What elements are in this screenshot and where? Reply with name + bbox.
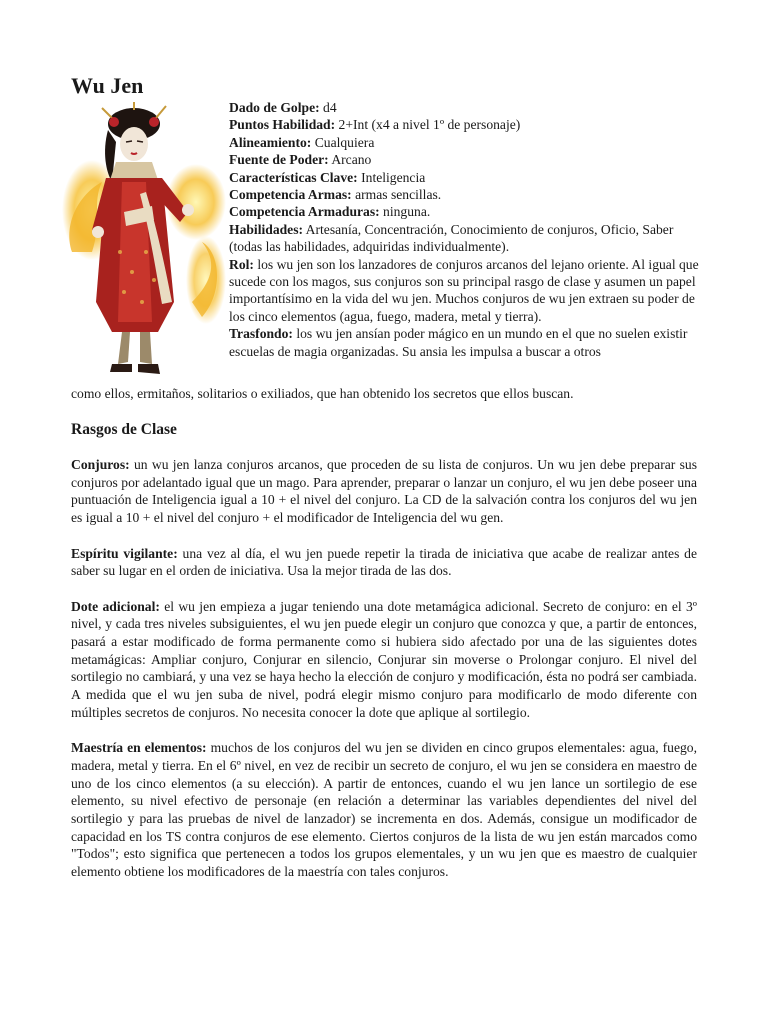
stat-power-source: Fuente de Poder: Arcano — [229, 152, 372, 168]
feature-bonus-feat: Dote adicional: el wu jen empieza a jugar teniendo una dote metamágica adicional. Secreto de conjuro: en el 3º nivel, y cada tres niveles subsiguientes, el wu jen puede elegir un conjuro que conozca y que, a partir de entonces, pasará a estar modificado de forma permanente como si hubiera sido afectado por una de las siguientes dotes metamágicas: Ampliar conjuro, Conjurar en silencio, Conjurar sin moverse o Prolongar conjuro. El nivel del sortilegio no cambiará, y una vez se haya hecho la elección de conjuro y modificación, ésta no podrá ser cambiada. A medida que el wu jen suba de nivel, podrá elegir mismo conjuro para modificarlo de modo diferente con múltiples secretos de conjuros. No necesita conocer la dote que aplique al sortilegio. — [71, 598, 697, 720]
class-features — [71, 456, 697, 899]
stat-skills: Habilidades: Artesanía, Concentración, Conocimiento de conjuros, Oficio, Saber (todas las habilidades, adquiridas individualmente). — [229, 221, 674, 255]
stat-role: Rol: los wu jen son los lanzadores de conjuros arcanos del lejano oriente. Al igual que sucede con los magos, sus conjuros son su principal rasgo de clase y asumen un papel importantísimo en la vida del wu jen. Muchos conjuros de wu jen extraen su poder de los cinco elementos (agua, fuego, madera, metal y tierra). — [229, 256, 699, 324]
feature-spells: Conjuros: un wu jen lanza conjuros arcanos, que proceden de su lista de conjuros. Un wu jen debe preparar sus conjuros por adelantado igual que un mago. Para aprender, preparar o lanzar un conjuro, el wu jen debe poseer una puntuación de Inteligencia igual a 10 + el nivel del conjuro. La CD de la salvación contra los conjuros del wu jen es igual a 10 + el nivel del conjuro + el modificador de Inteligencia del wu gen. — [71, 457, 697, 526]
feature-watchful-spirit: Espíritu vigilante: una vez al día, el wu jen puede repetir la tirada de iniciativa que acabe de realizar antes de saber su lugar en el orden de iniciativa. Usa la mejor tirada de las dos. — [71, 545, 697, 579]
wu-jen-illustration — [62, 102, 226, 378]
feature-elemental-mastery: Maestría en elementos: muchos de los conjuros del wu jen se dividen en cinco grupos elementales: agua, fuego, madera, metal y tierra. En el 6º nivel, en vez de recibir un secreto de conjuro, el wu jen se considera en maestro de uno de los cinco elementos (a su elección). A partir de entonces, cuando el wu jen lance un sortilegio de ese elemento, su nivel efectivo de personaje (en relación a determinar las variables dependientes del nivel del sortilegio y para las pruebas de nivel de lanzador) se incrementa en dos. Además, consigue un modificador de capacidad en los TS contra conjuros de ese elemento. Ciertos conjuros de la lista de wu jen están marcados como "Todos"; esto significa que pertenecen a todos los grupos elementales, y un wu jen que es maestro de cualquier elemento obtiene los modificadores de la maestría con tales conjuros. — [71, 740, 697, 880]
stat-weapon-proficiency: Competencia Armas: armas sencillas. — [229, 187, 442, 203]
stat-key-abilities: Características Clave: Inteligencia — [229, 169, 426, 185]
stat-armor-proficiency: Competencia Armaduras: ninguna. — [229, 204, 431, 220]
class-stats — [229, 99, 699, 360]
stat-alignment: Alineamiento: Cualquiera — [229, 134, 375, 150]
section-title: Rasgos de Clase — [71, 421, 177, 438]
stat-background: Trasfondo: los wu jen ansían poder mágico en un mundo en el que no suelen existir escuelas de magia organizadas. Su ansia les impulsa a buscar a otros — [229, 326, 688, 359]
background-continuation: como ellos, ermitaños, solitarios o exiliados, que han obtenido los secretos que ellos buscan. — [71, 386, 574, 401]
page-title: Wu Jen — [71, 73, 144, 98]
stat-skill-points: Puntos Habilidad: 2+Int (x4 a nivel 1º de personaje) — [229, 117, 521, 133]
stat-hit-die: Dado de Golpe: d4 — [229, 100, 337, 115]
